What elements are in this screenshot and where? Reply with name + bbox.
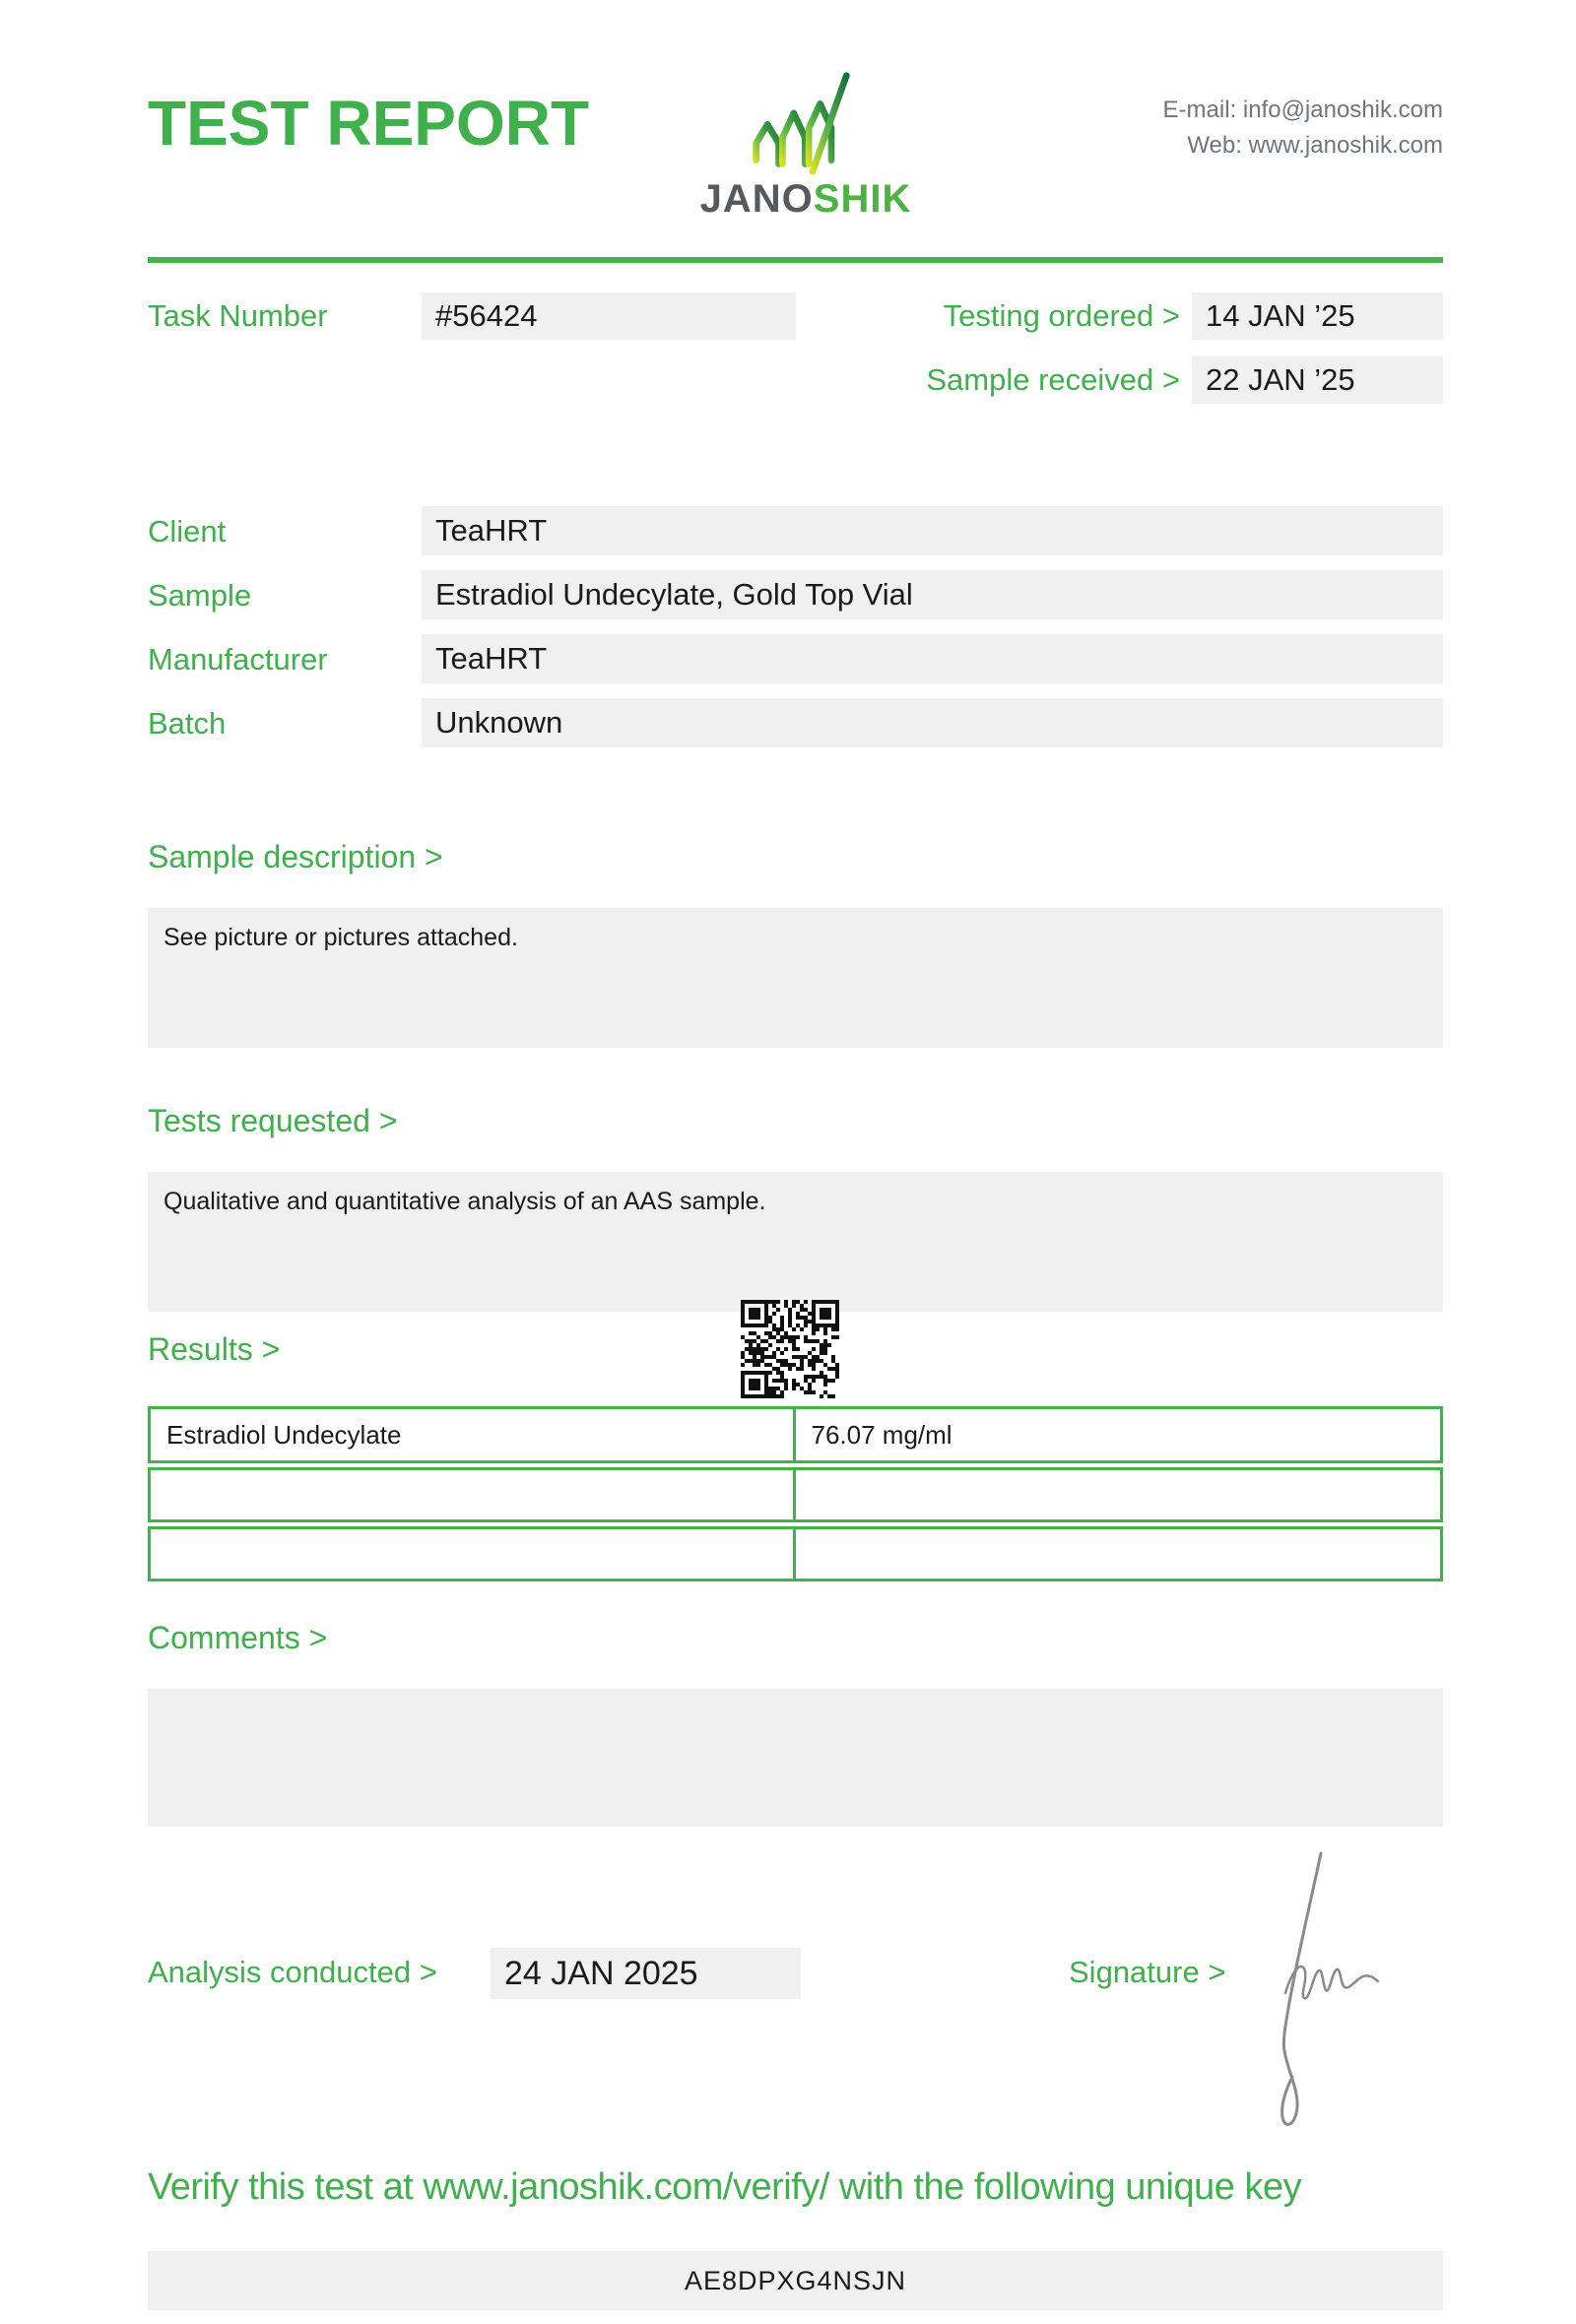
email-label: E-mail: — [1162, 97, 1237, 123]
sample-value: Estradiol Undecylate, Gold Top Vial — [435, 577, 913, 612]
analysis-conducted-label: Analysis conducted > — [148, 1955, 437, 1989]
manufacturer-label: Manufacturer — [148, 642, 328, 677]
client-box — [422, 506, 1443, 555]
result-value-cell — [796, 1470, 1441, 1519]
task-number-box — [422, 292, 796, 340]
comments-heading: Comments > — [148, 1620, 328, 1655]
sample-description-box — [148, 908, 1443, 1048]
tests-requested-box — [148, 1172, 1443, 1312]
verify-key-value: AE8DPXG4NSJN — [684, 2266, 907, 2295]
contact-web-line — [1163, 128, 1443, 163]
header-divider — [148, 257, 1443, 263]
brand-shik: SHIK — [813, 177, 912, 221]
tests-requested-text: Qualitative and quantitative analysis of an AAS sample. — [164, 1188, 766, 1215]
client-value: TeaHRT — [435, 513, 548, 548]
sample-received-label: Sample received > — [926, 362, 1180, 397]
results-table-row — [148, 1406, 1443, 1463]
result-analyte-cell: Estradiol Undecylate — [151, 1409, 796, 1460]
result-analyte-cell — [151, 1470, 796, 1519]
client-label: Client — [148, 514, 227, 549]
web-label: Web: — [1187, 132, 1242, 159]
qr-code — [741, 1300, 839, 1398]
contact-email-line — [1163, 93, 1443, 128]
comments-text — [148, 1689, 1443, 1716]
manufacturer-value: TeaHRT — [435, 641, 548, 676]
batch-value: Unknown — [435, 705, 563, 740]
task-number-label: Task Number — [148, 298, 328, 333]
contact-block — [1163, 93, 1443, 163]
verify-key-box — [148, 2251, 1443, 2310]
testing-ordered-box — [1192, 292, 1443, 340]
sample-label: Sample — [148, 578, 252, 613]
tests-requested-heading: Tests requested > — [148, 1103, 398, 1138]
verify-instruction: Verify this test at www.janoshik.com/verify/ with the following unique key — [148, 2166, 1302, 2208]
task-number-value: #56424 — [435, 298, 538, 333]
sample-description-heading: Sample description > — [148, 839, 443, 874]
page-title: TEST REPORT — [148, 88, 590, 159]
testing-ordered-label: Testing ordered > — [943, 298, 1180, 333]
result-value-cell — [796, 1529, 1441, 1579]
results-table-row — [148, 1467, 1443, 1522]
brand-wordmark — [678, 177, 934, 222]
manufacturer-box — [422, 634, 1443, 683]
analysis-date-value: 24 JAN 2025 — [504, 1955, 698, 1992]
sample-box — [422, 570, 1443, 619]
signature-label: Signature > — [1069, 1955, 1226, 1989]
sample-description-text: See picture or pictures attached. — [164, 924, 518, 951]
web-value: www.janoshik.com — [1248, 132, 1443, 159]
batch-box — [422, 698, 1443, 747]
sample-received-value: 22 JAN ’25 — [1206, 362, 1355, 397]
result-value-cell: 76.07 mg/ml — [811, 1419, 952, 1450]
result-analyte-cell — [151, 1529, 796, 1579]
email-value: info@janoshik.com — [1242, 97, 1443, 123]
results-heading: Results > — [148, 1331, 281, 1367]
signature-scribble — [1276, 1847, 1384, 2133]
sample-received-box — [1192, 356, 1443, 404]
analysis-date-box — [491, 1948, 801, 1999]
logo-chart-icon — [749, 67, 852, 177]
comments-box — [148, 1689, 1443, 1827]
batch-label: Batch — [148, 706, 227, 741]
brand-jano: JANO — [699, 177, 814, 221]
testing-ordered-value: 14 JAN ’25 — [1206, 298, 1355, 333]
results-table-row — [148, 1526, 1443, 1582]
